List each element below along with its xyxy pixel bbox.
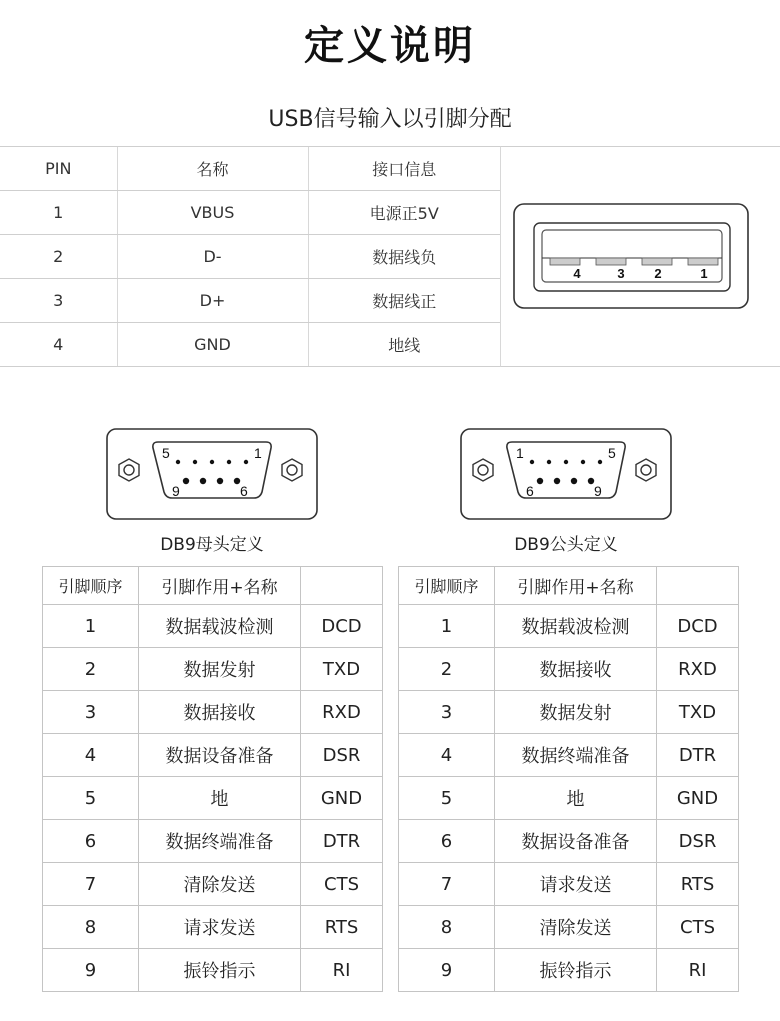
usb-pin-label-4: 4	[573, 266, 581, 281]
pin-function: 请求发送	[139, 906, 301, 949]
pin-number: 6	[399, 820, 495, 863]
pin-function: 数据载波检测	[495, 605, 657, 648]
header-pin-order: 引脚顺序	[399, 567, 495, 605]
table-row	[399, 734, 739, 777]
db9-female-table	[42, 566, 383, 992]
usb-pin-number: 3	[0, 279, 117, 323]
table-row	[0, 235, 500, 279]
pin-signal: RTS	[657, 863, 739, 906]
pin-signal: TXD	[301, 648, 383, 691]
header-function: 引脚作用+名称	[139, 567, 301, 605]
table-row	[399, 949, 739, 992]
db9-male-table	[398, 566, 739, 992]
pin-signal: DTR	[657, 734, 739, 777]
usb-pin-name: VBUS	[117, 191, 308, 235]
pin-signal: CTS	[657, 906, 739, 949]
pin-number: 8	[43, 906, 139, 949]
pin-signal: GND	[657, 777, 739, 820]
usb-header-info: 接口信息	[308, 147, 500, 191]
db9-male-header-row	[399, 567, 739, 605]
pin-number: 1	[43, 605, 139, 648]
usb-port-tongue	[542, 230, 722, 282]
usb-contact-2	[642, 258, 672, 265]
pin-signal: RI	[657, 949, 739, 992]
pin-signal: DCD	[301, 605, 383, 648]
db9-female-caption: DB9母头定义	[160, 535, 264, 555]
db9-female-connector-icon	[106, 428, 318, 520]
pin-number: 7	[43, 863, 139, 906]
pin-number: 3	[399, 691, 495, 734]
pin-function: 数据发射	[495, 691, 657, 734]
pin-label-bottom-right: 6	[240, 483, 248, 499]
pin-function: 数据接收	[139, 691, 301, 734]
pin-label-bottom-left: 6	[526, 483, 534, 499]
pin-signal: TXD	[657, 691, 739, 734]
pin-signal: DTR	[301, 820, 383, 863]
pin-function: 数据设备准备	[495, 820, 657, 863]
table-row	[399, 691, 739, 734]
pin-signal: GND	[301, 777, 383, 820]
pin-number: 7	[399, 863, 495, 906]
table-row	[43, 906, 383, 949]
pin-signal: DSR	[301, 734, 383, 777]
hex-nut-icon	[636, 459, 656, 481]
usb-pin-number: 2	[0, 235, 117, 279]
pin-number: 5	[43, 777, 139, 820]
usb-heading: USB信号输入以引脚分配	[268, 107, 512, 132]
usb-pin-info: 数据线负	[308, 235, 500, 279]
pin-signal: CTS	[301, 863, 383, 906]
usb-pin-number: 4	[0, 323, 117, 367]
usb-pin-info: 电源正5V	[308, 191, 500, 235]
pin-function: 地	[139, 777, 301, 820]
pin-function: 振铃指示	[139, 949, 301, 992]
table-row	[399, 648, 739, 691]
table-row	[399, 863, 739, 906]
table-row	[399, 605, 739, 648]
pin-label-bottom-right: 9	[594, 483, 602, 499]
table-row	[43, 863, 383, 906]
pin-label-top-right: 1	[254, 445, 262, 461]
pin-function: 数据发射	[139, 648, 301, 691]
usb-header-pin: PIN	[0, 147, 117, 191]
usb-pin-label-2: 2	[654, 266, 662, 281]
pin-number: 8	[399, 906, 495, 949]
pin-label-top-left: 5	[162, 445, 170, 461]
usb-pin-info: 地线	[308, 323, 500, 367]
header-function: 引脚作用+名称	[495, 567, 657, 605]
usb-contact-4	[550, 258, 580, 265]
table-row	[0, 191, 500, 235]
usb-contact-3	[596, 258, 626, 265]
pin-signal: RXD	[657, 648, 739, 691]
pin-label-top-right: 5	[608, 445, 616, 461]
table-row	[43, 777, 383, 820]
pin-function: 数据设备准备	[139, 734, 301, 777]
db9-female-header-row	[43, 567, 383, 605]
pin-function: 数据终端准备	[139, 820, 301, 863]
pin-number: 2	[43, 648, 139, 691]
usb-contact-1	[688, 258, 718, 265]
pin-signal: RI	[301, 949, 383, 992]
hex-nut-icon	[473, 459, 493, 481]
pin-number: 6	[43, 820, 139, 863]
pin-number: 3	[43, 691, 139, 734]
header-signal	[301, 567, 383, 605]
pin-number: 1	[399, 605, 495, 648]
header-signal	[657, 567, 739, 605]
db9-male-caption: DB9公头定义	[514, 535, 618, 555]
pin-number: 5	[399, 777, 495, 820]
usb-pin-name: D-	[117, 235, 308, 279]
usb-pin-name: GND	[117, 323, 308, 367]
table-row	[0, 323, 500, 367]
table-row	[399, 820, 739, 863]
pin-function: 地	[495, 777, 657, 820]
usb-pin-number: 1	[0, 191, 117, 235]
db9-male-connector-icon	[460, 428, 672, 520]
pin-signal: RXD	[301, 691, 383, 734]
pin-signal: RTS	[301, 906, 383, 949]
table-row	[399, 777, 739, 820]
usb-pin-name: D+	[117, 279, 308, 323]
pin-function: 清除发送	[139, 863, 301, 906]
table-row	[43, 820, 383, 863]
pin-function: 数据载波检测	[139, 605, 301, 648]
usb-port-icon	[512, 202, 750, 310]
pin-number: 9	[399, 949, 495, 992]
usb-pin-info: 数据线正	[308, 279, 500, 323]
table-row	[0, 279, 500, 323]
table-row	[399, 906, 739, 949]
pin-signal: DSR	[657, 820, 739, 863]
pin-number: 4	[43, 734, 139, 777]
table-row	[43, 949, 383, 992]
usb-header-name: 名称	[117, 147, 308, 191]
usb-pin-table	[0, 146, 500, 367]
pin-function: 数据终端准备	[495, 734, 657, 777]
pin-label-top-left: 1	[516, 445, 524, 461]
table-row	[43, 691, 383, 734]
usb-table-header-row	[0, 147, 500, 191]
pin-number: 9	[43, 949, 139, 992]
table-row	[43, 605, 383, 648]
pin-label-bottom-left: 9	[172, 483, 180, 499]
page-title: 定义说明	[304, 23, 476, 69]
pin-number: 2	[399, 648, 495, 691]
header-pin-order: 引脚顺序	[43, 567, 139, 605]
pin-function: 请求发送	[495, 863, 657, 906]
hex-nut-icon	[282, 459, 302, 481]
table-row	[43, 734, 383, 777]
usb-pin-label-3: 3	[617, 266, 625, 281]
pin-number: 4	[399, 734, 495, 777]
hex-nut-icon	[119, 459, 139, 481]
usb-pin-label-1: 1	[700, 266, 708, 281]
pin-signal: DCD	[657, 605, 739, 648]
pin-function: 数据接收	[495, 648, 657, 691]
pin-function: 振铃指示	[495, 949, 657, 992]
pin-function: 清除发送	[495, 906, 657, 949]
table-row	[43, 648, 383, 691]
